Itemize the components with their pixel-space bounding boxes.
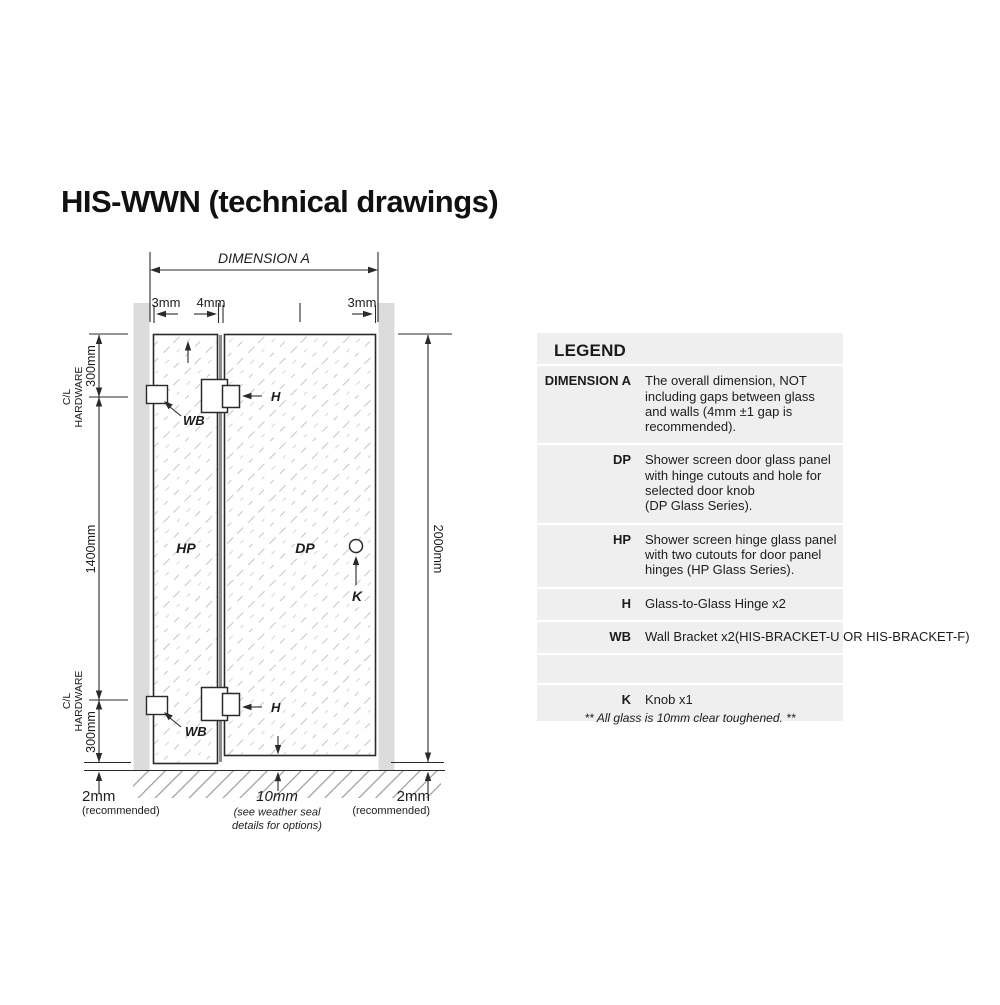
dimension-a [150, 250, 378, 322]
legend-row-spacer [537, 655, 843, 685]
legend-term: H [621, 595, 631, 611]
legend-row-dp [537, 445, 843, 524]
cl-hardware-top-1: C/L [61, 388, 73, 406]
floor-gap-mid-note-2: details for options) [232, 820, 322, 832]
knob-circle [350, 540, 363, 553]
wall-bracket-top [147, 386, 168, 404]
gap-panels-label: 4mm [196, 295, 226, 310]
top-offset-label: 300mm [84, 345, 98, 387]
legend-desc: Shower screen hinge glass panel with two cutouts for door panel hinges (HP Glass Series). [645, 531, 837, 578]
legend-term: WB [609, 628, 631, 644]
wall-bracket-bottom [147, 697, 168, 715]
legend-panel [537, 333, 970, 721]
left-dimensions [61, 334, 131, 793]
floor-gap-right-value: 2mm [396, 788, 430, 805]
floor-gap-right-note: (recommended) [352, 805, 430, 817]
wall-bracket-bottom-label: WB [185, 724, 207, 739]
knob-label: K [351, 588, 363, 604]
cl-hardware-top-2: HARDWARE [73, 366, 85, 428]
legend-desc: Shower screen door glass panel with hinge cutouts and hole for selected door knob (DP Glass Series). [645, 452, 831, 514]
hinge-bottom-label: H [271, 700, 281, 715]
mid-span-label: 1400mm [84, 524, 98, 574]
floor-gap-mid-value: 10mm [256, 788, 298, 805]
bottom-offset-label: 300mm [84, 711, 98, 753]
wall-right [379, 303, 395, 770]
panel-hp-label: HP [176, 540, 196, 556]
floor-gap-left-note: (recommended) [82, 805, 160, 817]
legend-desc: Knob x1 [645, 692, 693, 708]
panel-dp-label: DP [295, 540, 315, 556]
legend-header: LEGEND [537, 333, 843, 366]
legend-desc: Glass-to-Glass Hinge x2 [645, 595, 786, 611]
legend-term: HP [612, 531, 631, 547]
legend-desc: The overall dimension, NOT including gaps between glass and walls (4mm ±1 gap is recommended). [645, 373, 815, 435]
cl-hardware-bottom-2: HARDWARE [73, 670, 85, 732]
legend-row-dimension-a [537, 366, 843, 445]
legend-row-hp [537, 525, 843, 589]
wall-bracket-top-label: WB [183, 413, 205, 428]
legend-row-h [537, 589, 843, 622]
legend-row-wb [537, 622, 970, 655]
legend-footnote: ** All glass is 10mm clear toughened. ** [584, 711, 796, 725]
gap-dimensions [152, 295, 377, 323]
floor-gap-left-value: 2mm [82, 788, 116, 805]
gap-wall-left-label: 3mm [151, 295, 181, 310]
cl-hardware-bottom-1: C/L [61, 692, 73, 710]
legend-term: DIMENSION A [544, 373, 631, 389]
dimension-a-label: DIMENSION A [217, 250, 311, 266]
hinge-top-label: H [271, 389, 281, 404]
legend-desc: Wall Bracket x2(HIS-BRACKET-U OR HIS-BRACKET-F) [645, 628, 970, 644]
overall-height-label: 2000mm [431, 524, 445, 574]
legend-term: K [621, 692, 631, 708]
page-title: HIS-WWN (technical drawings) [61, 184, 499, 219]
floor-gap-mid-note-1: (see weather seal [233, 806, 321, 819]
right-dimension [391, 334, 452, 794]
legend-term: DP [612, 452, 631, 468]
gap-wall-right-label: 3mm [347, 295, 377, 310]
